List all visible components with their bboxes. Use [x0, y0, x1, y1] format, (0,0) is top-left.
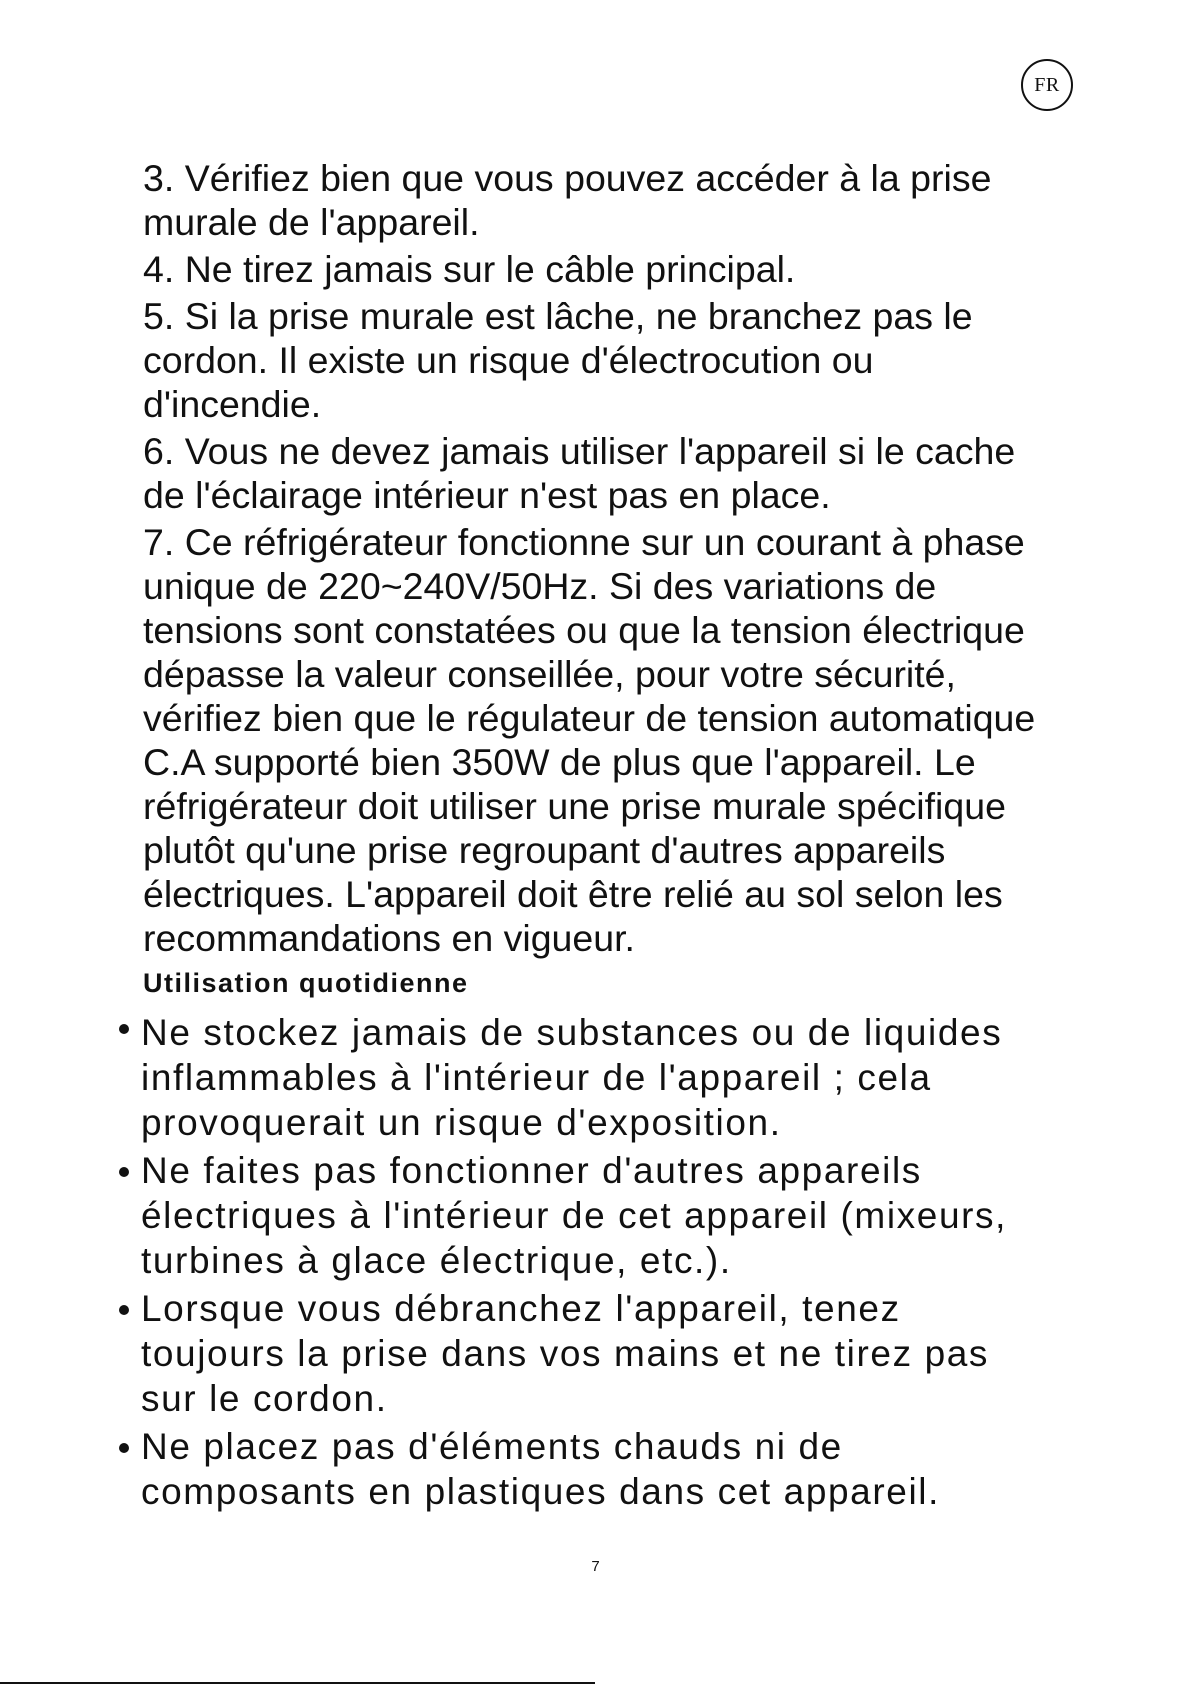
- bullet-icon: [119, 1443, 129, 1453]
- text-line: murale de l'appareil.: [143, 201, 480, 243]
- text-line: inflammables à l'intérieur de l'appareil ; cela: [141, 1057, 932, 1098]
- list-item: [110, 1148, 1160, 1283]
- text-line: de l'éclairage intérieur n'est pas en place.: [143, 474, 831, 516]
- text-line: vérifiez bien que le régulateur de tension automatique: [143, 697, 1036, 739]
- list-item: [143, 294, 1143, 426]
- list-item: [110, 1286, 1160, 1421]
- bullet-icon: [119, 1024, 129, 1034]
- text-line: C.A supporté bien 350W de plus que l'appareil. Le: [143, 741, 976, 783]
- bullet-icon: [119, 1167, 129, 1177]
- text-line: dépasse la valeur conseillée, pour votre sécurité,: [143, 653, 956, 695]
- language-badge: [1021, 59, 1073, 111]
- text-line: tensions sont constatées ou que la tension électrique: [143, 609, 1025, 651]
- list-item: [110, 1424, 1160, 1514]
- bottom-divider: [0, 1682, 595, 1684]
- text-line: électriques à l'intérieur de cet appareil (mixeurs,: [141, 1195, 1008, 1236]
- daily-use-bullet-list: [110, 1010, 1160, 1517]
- text-line: recommandations en vigueur.: [143, 917, 635, 959]
- text-line: plutôt qu'une prise regroupant d'autres appareils: [143, 829, 946, 871]
- text-line: 5. Si la prise murale est lâche, ne branchez pas le: [143, 295, 973, 337]
- text-line: toujours la prise dans vos mains et ne tirez pas: [141, 1333, 990, 1374]
- text-line: provoquerait un risque d'exposition.: [141, 1102, 782, 1143]
- text-line: sur le cordon.: [141, 1378, 388, 1419]
- text-line: Lorsque vous débranchez l'appareil, tenez: [141, 1288, 901, 1329]
- safety-numbered-list: [143, 156, 1143, 963]
- list-item: [143, 429, 1143, 517]
- text-line: Ne faites pas fonctionner d'autres appareils: [141, 1150, 922, 1191]
- text-line: composants en plastiques dans cet appareil.: [141, 1471, 940, 1512]
- list-item: [110, 1010, 1160, 1145]
- text-line: cordon. Il existe un risque d'électrocution ou: [143, 339, 874, 381]
- list-item: [143, 156, 1143, 244]
- text-line: d'incendie.: [143, 383, 322, 425]
- bullet-icon: [119, 1305, 129, 1315]
- section-title: Utilisation quotidienne: [143, 968, 469, 998]
- text-line: Ne placez pas d'éléments chauds ni de: [141, 1426, 843, 1467]
- text-line: Ne stockez jamais de substances ou de liquides: [141, 1012, 1003, 1053]
- text-line: unique de 220~240V/50Hz. Si des variations de: [143, 565, 937, 607]
- text-line: 6. Vous ne devez jamais utiliser l'appareil si le cache: [143, 430, 1016, 472]
- text-line: turbines à glace électrique, etc.).: [141, 1240, 732, 1281]
- text-line: 3. Vérifiez bien que vous pouvez accéder à la prise: [143, 157, 992, 199]
- page-number: 7: [591, 1558, 600, 1575]
- list-item: [143, 247, 1143, 291]
- text-line: réfrigérateur doit utiliser une prise murale spécifique: [143, 785, 1006, 827]
- text-line: électriques. L'appareil doit être relié au sol selon les: [143, 873, 1003, 915]
- text-line: 4. Ne tirez jamais sur le câble principal.: [143, 248, 796, 290]
- list-item: [143, 520, 1143, 960]
- language-badge-label: FR: [1034, 73, 1060, 96]
- text-line: 7. Ce réfrigérateur fonctionne sur un courant à phase: [143, 521, 1025, 563]
